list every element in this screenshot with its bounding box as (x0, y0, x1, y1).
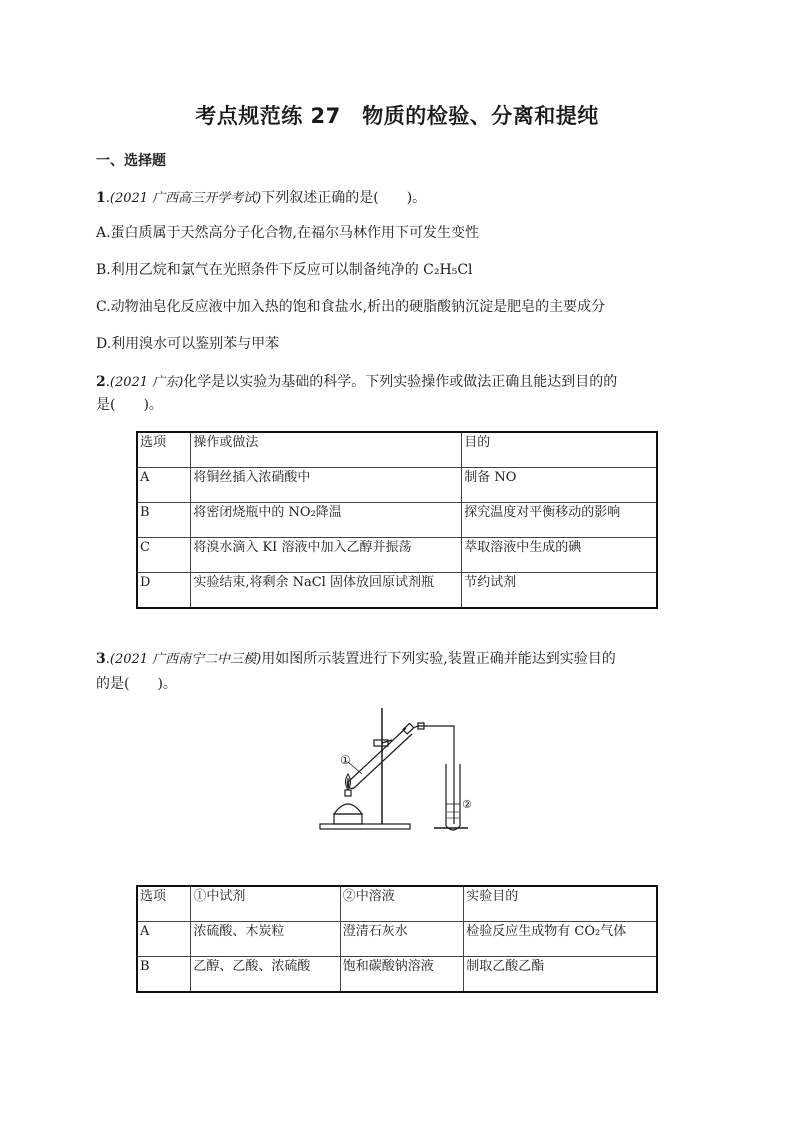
table-row (137, 538, 657, 573)
reaction-tube (348, 723, 414, 788)
clamp (374, 740, 388, 746)
stand-base (320, 824, 410, 829)
table-row (137, 573, 657, 609)
table-row (137, 432, 657, 468)
table-cell: A (137, 468, 191, 503)
q2-stem (96, 372, 617, 393)
table-cell: D (137, 573, 191, 609)
table-cell: 澄清石灰水 (340, 922, 463, 957)
label-solution: ② (462, 798, 472, 811)
table-cell: 将溴水滴入 KI 溶液中加入乙醇并振荡 (191, 538, 462, 573)
table-header-cell: 选项 (137, 886, 191, 922)
table-cell: 饱和碳酸钠溶液 (340, 957, 463, 993)
q1-option-d: D.利用溴水可以鉴别苯与甲苯 (96, 336, 280, 352)
table-cell: 将密闭烧瓶中的 NO₂降温 (191, 503, 462, 538)
receiving-tube (446, 764, 460, 830)
section-heading: 一、选择题 (96, 153, 166, 169)
q1-option-b: B.利用乙烷和氯气在光照条件下反应可以制备纯净的 C₂H₅Cl (96, 262, 473, 278)
table-cell: 检验反应生成物有 CO₂气体 (464, 922, 657, 957)
q3-number: 3 (96, 651, 106, 667)
table-cell: 制取乙酸乙酯 (464, 957, 657, 993)
table-cell: B (137, 503, 191, 538)
table-header-cell: 选项 (137, 432, 191, 468)
table-cell: 浓硫酸、木炭粒 (191, 922, 340, 957)
q3-stem-line1: 用如图所示装置进行下列实验,装置正确并能达到实验目的 (261, 651, 616, 667)
table-row (137, 468, 657, 503)
table-cell: C (137, 538, 191, 573)
leader-line-reagent (348, 762, 362, 774)
table-cell: 乙醇、乙酸、浓硫酸 (191, 957, 340, 993)
table-cell: B (137, 957, 191, 993)
table-cell: 节约试剂 (462, 573, 657, 609)
table-header-cell: 目的 (462, 432, 657, 468)
table-cell: 制备 NO (462, 468, 657, 503)
q3-stem-line2: 的是( )。 (96, 676, 177, 692)
table-row (137, 503, 657, 538)
table-header-cell: 操作或做法 (191, 432, 462, 468)
table-row (137, 957, 657, 993)
table-header-cell: ①中试剂 (191, 886, 340, 922)
table-cell: 萃取溶液中生成的碘 (462, 538, 657, 573)
table-row (137, 886, 657, 922)
q2-table (136, 431, 658, 609)
table-row (137, 922, 657, 957)
q1-option-c: C.动物油皂化反应液中加入热的饱和食盐水,析出的硬脂酸钠沉淀是肥皂的主要成分 (96, 299, 606, 315)
q1-source: .(2021 广西高三开学考试) (105, 191, 262, 206)
q3-table (136, 885, 658, 993)
label-reagent: ① (340, 753, 351, 767)
table-cell: A (137, 922, 191, 957)
q2-stem-line1: 化学是以实验为基础的科学。下列实验操作或做法正确且能达到目的的 (183, 374, 618, 390)
q2-number: 2 (96, 374, 106, 390)
delivery-tube (413, 726, 454, 824)
q1-option-a: A.蛋白质属于天然高分子化合物,在福尔马林作用下可发生变性 (96, 225, 480, 241)
q1-number: 1 (96, 190, 106, 206)
table-header-cell: ②中溶液 (340, 886, 463, 922)
q3-source: .(2021 广西南宁二中三模) (105, 652, 262, 667)
q1-stem-text: 下列叙述正确的是( )。 (261, 190, 427, 206)
page-title: 考点规范练 27 物质的检验、分离和提纯 (195, 104, 599, 128)
q2-stem-line2: 是( )。 (96, 397, 163, 413)
table-cell: 实验结束,将剩余 NaCl 固体放回原试剂瓶 (191, 573, 462, 609)
q3-stem (96, 649, 616, 670)
table-cell: 探究温度对平衡移动的影响 (462, 503, 657, 538)
table-cell: 将铜丝插入浓硝酸中 (191, 468, 462, 503)
table-header-cell: 实验目的 (464, 886, 657, 922)
apparatus-diagram (318, 704, 472, 834)
q1-stem (96, 188, 426, 209)
q2-source: .(2021 广东) (105, 375, 184, 390)
